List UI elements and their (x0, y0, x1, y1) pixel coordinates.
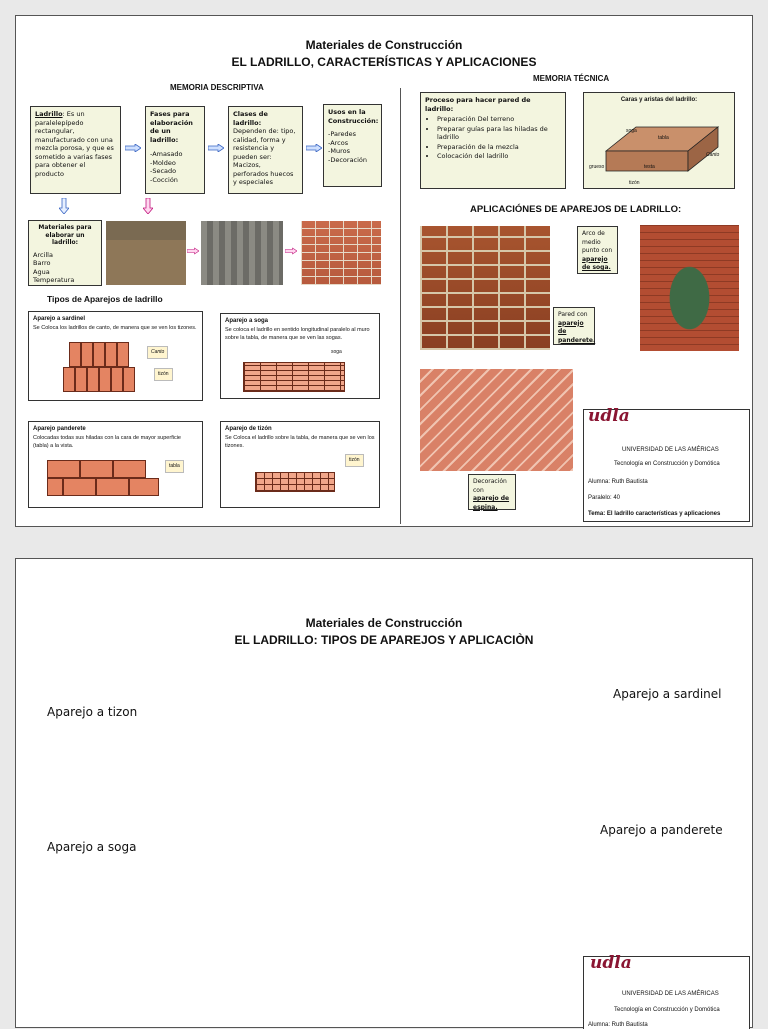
clay-field-photo (106, 221, 186, 285)
arrow-right-icon (187, 247, 199, 255)
brick (81, 342, 93, 367)
finished-bricks-photo (301, 221, 381, 285)
label-grueso: grueso (589, 164, 605, 170)
canto-label: Canto (147, 346, 168, 359)
brick (63, 367, 75, 392)
panderete-diagram (47, 460, 159, 496)
clases-box (228, 106, 303, 194)
label-canto: Canto (706, 152, 720, 158)
brick (47, 478, 63, 496)
arrow-right-icon (208, 144, 224, 152)
materiales-item: Temperatura (33, 276, 75, 284)
deco-link: aparejo de espina. (473, 495, 510, 511)
university-box (583, 406, 750, 522)
soga-label: soga (331, 349, 342, 355)
ladrillo-heading: Ladrillo (35, 110, 63, 118)
page-1 (15, 15, 753, 527)
materiales-item: Agua (33, 267, 50, 276)
panderete-text: Colocadas todas sus hiladas con la cara de mayor superficie (tabla) a la vista. (33, 434, 181, 449)
page1-title-line1: Materiales de Construcción (305, 38, 463, 52)
page2-title-line1: Materiales de Construcción (305, 616, 463, 630)
arrow-down-icon (143, 198, 153, 214)
brick (129, 478, 159, 496)
memoria-descriptiva-heading: MEMORIA DESCRIPTIVA (170, 83, 264, 92)
brick (80, 460, 113, 478)
label-aparejo-tizon: Aparejo a tizon (47, 705, 138, 719)
university-name: UNIVERSIDAD DE LAS AMÉRICAS (622, 991, 719, 997)
arrow-right-icon (125, 144, 141, 152)
brick (105, 342, 117, 367)
ladrillo-definition-text: : Es un paralelepípedo rectangular, manufacturado con una mezcla porosa, y que es sometido a varias fases para obtener el producto (35, 110, 114, 178)
university-box-2 (583, 953, 750, 1029)
clases-title: Clases de ladrillo: (233, 110, 268, 127)
usos-item: -Paredes (328, 130, 356, 138)
materiales-item: Barro (33, 259, 51, 267)
tizon-box (220, 421, 380, 508)
tizon-title: Aparejo de tizón (225, 426, 272, 432)
arch-photo (640, 225, 739, 351)
sardinel-text: Se Coloca los ladrillos de canto, de manera que se ven los tizones. (33, 324, 197, 331)
clases-text: Dependen de: tipo, calidad, forma y resistencia y pueden ser: Macizos, perforados huecos y especiales (233, 127, 296, 186)
proceso-item: • Colocación del ladrillo (437, 152, 561, 161)
proceso-box (420, 92, 566, 189)
brick-3d-diagram (596, 107, 724, 183)
caras-box (583, 92, 735, 189)
pared-caption (553, 307, 595, 345)
sardinel-diagram (59, 342, 139, 394)
fases-item: -Cocción (150, 175, 178, 184)
fases-title: Fases para elaboración de un ladrillo: (150, 110, 193, 144)
page1-title-line2: EL LADRILLO, CARACTERÍSTICAS Y APLICACIONES (231, 55, 537, 69)
tizon-label: tizón (345, 454, 364, 467)
vertical-divider (400, 88, 401, 524)
espina-photo (420, 369, 573, 471)
deco-text: Decoración con (473, 478, 507, 494)
tizon-diagram (255, 472, 335, 492)
materiales-title: Materiales para elaborar un ladrillo: (38, 224, 92, 246)
fases-item: -Moldeo (150, 158, 176, 167)
tizon-text: Se Coloca el ladrillo sobre la tabla, de manera que se ven los tizones. (225, 434, 375, 449)
deco-caption (468, 474, 516, 510)
soga-box (220, 313, 380, 399)
brick (113, 460, 146, 478)
page2-title-line2: EL LADRILLO: TIPOS DE APAREJOS Y APLICACIÒN (234, 633, 534, 647)
brick (117, 342, 129, 367)
fases-item: -Secado (150, 167, 177, 175)
materiales-box (28, 220, 102, 286)
fases-box (145, 106, 205, 194)
arco-text: Arco de medio punto con (582, 230, 613, 254)
brick (47, 460, 80, 478)
brick (63, 478, 96, 496)
brick (69, 342, 81, 367)
aplicaciones-heading: APLICACIÓNES DE APAREJOS DE LADRILLO: (470, 204, 682, 215)
materiales-item: Arcilla (33, 250, 53, 259)
page-2 (15, 558, 753, 1028)
label-soga: soga (626, 128, 637, 134)
label-testa: testa (644, 164, 655, 170)
brick (123, 367, 135, 392)
tabla-label: tabla (165, 460, 184, 473)
soga-diagram (243, 362, 345, 392)
udla-logo: udla (588, 406, 630, 426)
proceso-title: Proceso para hacer pared de ladrillo: (425, 96, 531, 113)
panderete-box (28, 421, 203, 508)
panderete-wall-photo (420, 226, 550, 350)
usos-box (323, 104, 382, 187)
label-aparejo-sardinel: Aparejo a sardinel (613, 687, 722, 701)
usos-item: -Arcos (328, 138, 349, 147)
usos-item: -Decoración (328, 155, 368, 164)
fases-item: -Amasado (150, 150, 183, 158)
tema-text: Tema: El ladrillo características y aplicaciones (588, 511, 721, 517)
pared-text: Pared con (558, 311, 588, 318)
pared-link: aparejo de panderete. (558, 319, 596, 344)
udla-logo: udla (590, 953, 632, 973)
brick (96, 478, 129, 496)
arrow-right-icon (306, 144, 322, 152)
panderete-title: Aparejo panderete (33, 426, 86, 432)
label-tabla: tabla (658, 135, 669, 141)
sardinel-title: Aparejo a sardinel (33, 316, 86, 322)
carrera-text: Tecnología en Construcción y Domótica (614, 1007, 720, 1013)
soga-title: Aparejo a soga (225, 318, 269, 324)
proceso-item: • Preparación de la mezcla (437, 143, 561, 152)
label-tizon: tizón (629, 180, 640, 186)
alumna-text: Alumna: Ruth Bautista (588, 479, 648, 485)
proceso-item: • Preparación Del terreno (437, 115, 561, 124)
tipos-heading: Tipos de Aparejos de ladrillo (47, 294, 163, 304)
arco-link: aparejo de soga. (582, 255, 611, 271)
drying-bricks-photo (201, 221, 283, 285)
usos-title: Usos en la Construcción: (328, 108, 379, 125)
arco-caption (577, 226, 618, 274)
carrera-text: Tecnología en Construcción y Domótica (614, 461, 720, 467)
paralelo-text: Paralelo: 40 (588, 495, 621, 501)
brick (99, 367, 111, 392)
label-aparejo-soga: Aparejo a soga (47, 840, 137, 854)
soga-text: Se coloca el ladrillo en sentido longitudinal paralelo al muro sobre la tabla, de manera que se ven las sogas. (225, 326, 370, 341)
alumna-text: Alumna: Ruth Bautista (588, 1022, 648, 1028)
caras-title: Caras y aristas del ladrillo: (620, 97, 698, 103)
brick (111, 367, 123, 392)
ladrillo-definition-box (30, 106, 121, 194)
proceso-item: • Preparar guías para las hiladas de ladrillo (437, 125, 561, 142)
brick (75, 367, 87, 392)
memoria-tecnica-heading: MEMORIA TÉCNICA (533, 74, 610, 83)
university-name: UNIVERSIDAD DE LAS AMÉRICAS (622, 447, 719, 453)
usos-item: -Muros (328, 147, 350, 155)
arrow-right-icon (285, 247, 297, 255)
brick (93, 342, 105, 367)
tizon-label: tizón (154, 368, 173, 381)
brick (87, 367, 99, 392)
sardinel-box (28, 311, 203, 401)
label-aparejo-panderete: Aparejo a panderete (600, 823, 723, 837)
arrow-down-icon (59, 198, 69, 214)
